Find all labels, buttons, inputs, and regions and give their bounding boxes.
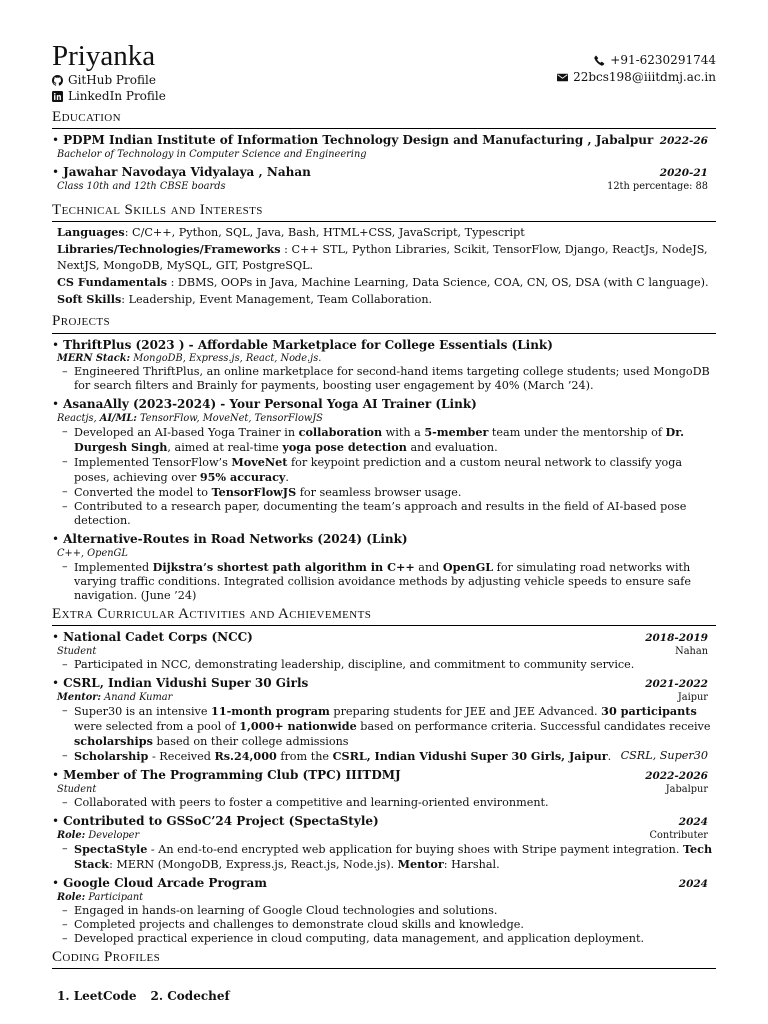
bullet-emphasis: Mentor: [397, 857, 444, 872]
bullet-marker: •: [52, 165, 60, 180]
phone-number[interactable]: +91-6230291744: [610, 53, 716, 67]
bullet-marker: •: [52, 814, 60, 829]
activity-title: Google Cloud Arcade Program: [63, 876, 267, 891]
projects-section: [52, 338, 716, 604]
section-title-skills: Technical Skills and Interests: [52, 201, 716, 222]
bullet-item: [62, 932, 716, 946]
bullet-text: for seamless browser usage.: [296, 486, 462, 500]
bullet-item: [62, 560, 716, 603]
bullet-item: [62, 796, 716, 810]
bullet-text: Participated in NCC, demonstrating leadership, discipline, and commitment to community service.: [74, 658, 635, 672]
envelope-icon: [557, 72, 568, 83]
activity-title-row: [52, 814, 716, 829]
activity-bullets: [52, 796, 716, 810]
school-name: Jawahar Navodaya Vidyalaya , Nahan: [63, 165, 311, 180]
activity-role: Anand Kumar: [101, 691, 173, 703]
bullet-emphasis: CSRL, Indian Vidushi Super 30 Girls, Jaipur: [332, 749, 608, 764]
activity-title-wrap: [52, 814, 379, 829]
activity-place: Jaipur: [677, 691, 708, 703]
coding-profile-link[interactable]: 1. LeetCode: [57, 989, 137, 1004]
bullet-item: [62, 918, 716, 932]
github-icon: [52, 75, 63, 86]
education-detail-row: [52, 149, 716, 162]
bullet-marker: •: [52, 397, 60, 412]
activity-role: Student: [57, 783, 97, 795]
bullet-item: [62, 365, 716, 393]
bullet-text: .: [607, 750, 612, 764]
skill-line: [57, 291, 716, 308]
bullet-text: - An end-to-end encrypted web application for buying shoes with Stripe payment integration.: [147, 843, 684, 857]
bullet-text: Completed projects and challenges to demonstrate cloud skills and knowledge.: [74, 918, 524, 932]
project-tech-label: AI/ML:: [99, 412, 137, 424]
activity-bullets: [52, 904, 716, 946]
skill-label: Languages: [57, 225, 125, 240]
email-contact[interactable]: [557, 69, 716, 86]
header-right: [557, 40, 716, 86]
project-tech-pre: Reactjs,: [57, 412, 100, 424]
bullet-text: from the: [276, 750, 333, 764]
bullet-text: for simulating road networks with varying traffic conditions. Integrated collision avoidance methods by adjusting vehicle speeds to ensure safe navigation. (June ’24): [74, 561, 691, 603]
project-title[interactable]: ThriftPlus (2023 ) - Affordable Marketplace for College Essentials (Link): [63, 337, 553, 352]
bullet-emphasis: 30 participants: [601, 704, 697, 719]
project-title[interactable]: Alternative-Routes in Road Networks (2024) (Link): [63, 532, 408, 547]
skill-text: : C++ STL, Python Libraries, Scikit, TensorFlow, Django, ReactJs, NodeJS, NextJS, MongoDB, MySQL, GIT, PostgreSQL.: [57, 243, 708, 273]
project-tech-row: [52, 353, 716, 366]
bullet-emphasis: yoga pose detection: [282, 440, 407, 455]
education-entry: [52, 133, 716, 148]
activity-role-row: [52, 646, 716, 659]
email-address[interactable]: 22bcs198@iiitdmj.ac.in: [573, 70, 716, 84]
bullet-item: [62, 704, 716, 749]
coding-profiles-list: [52, 989, 716, 1004]
bullet-emphasis: 11-month program: [211, 704, 330, 719]
bullet-text: with a: [382, 426, 425, 440]
skill-text: : DBMS, OOPs in Java, Machine Learning, Data Science, COA, CN, OS, DSA (with C language).: [167, 276, 709, 290]
bullet-text: Super30 is an intensive: [74, 705, 212, 719]
skill-line: [57, 224, 716, 241]
skill-text: : C/C++, Python, SQL, Java, Bash, HTML+CSS, JavaScript, Typescript: [124, 226, 525, 240]
activity-role: Developer: [85, 829, 140, 841]
bullet-emphasis: SpectaStyle: [74, 842, 148, 857]
activity-bullets: [52, 704, 716, 764]
candidate-name: Priyanka: [52, 40, 156, 72]
skills-section: [52, 224, 716, 308]
activity-date: 2022-2026: [645, 770, 708, 783]
project-title-row[interactable]: [52, 397, 716, 412]
resume-header: [52, 40, 716, 104]
bullet-text: Collaborated with peers to foster a competitive and learning-oriented environment.: [74, 796, 549, 810]
activity-title-row: [52, 768, 716, 783]
project-bullets: [52, 425, 716, 528]
school-name-wrap: [52, 133, 653, 148]
activity-title-row: [52, 676, 716, 691]
activity-role-row: [52, 830, 716, 843]
bullet-text: based on their college admissions: [152, 735, 349, 749]
activity-role-wrap: [57, 646, 96, 659]
bullet-text: Engineered ThriftPlus, an online marketplace for second-hand items targeting college students; used MongoDB for search filters and Brainly for payments, boosting user engagement by 40% (March ’24).: [74, 365, 710, 393]
phone-icon: [594, 55, 605, 66]
bullet-item: [62, 455, 716, 485]
activity-title-row: [52, 630, 716, 645]
activity-role-label: Mentor:: [57, 691, 102, 703]
extracurricular-section: [52, 630, 716, 946]
bullet-emphasis: Dijkstra’s shortest path algorithm in C++: [152, 560, 415, 575]
activity-role: Student: [57, 645, 97, 657]
bullet-text: for keypoint prediction and a custom neural network to classify yoga poses, achieving over: [74, 456, 683, 485]
bullet-marker: •: [52, 768, 60, 783]
bullet-text: were selected from a pool of: [74, 720, 240, 734]
activity-role-wrap: [57, 830, 139, 843]
activity-title-wrap: [52, 630, 253, 645]
section-title-coding-profiles: Coding Profiles: [52, 948, 716, 969]
activity-role-row: [52, 892, 716, 905]
education-date: 2020-21: [659, 167, 708, 180]
bullet-marker: •: [52, 337, 60, 352]
activity-role: Participant: [85, 891, 144, 903]
skill-label: Libraries/Technologies/Frameworks: [57, 242, 281, 257]
bullet-item: [62, 425, 716, 455]
bullet-text: Converted the model to: [74, 486, 212, 500]
bullet-text: and: [414, 561, 443, 575]
bullet-marker: •: [52, 876, 60, 891]
project-title-row[interactable]: [52, 338, 716, 353]
bullet-item: [62, 904, 716, 918]
activity-title-wrap: [52, 876, 267, 891]
activity-bullets: [52, 842, 716, 872]
bullet-marker: •: [52, 532, 60, 547]
activity-title-row: [52, 876, 716, 891]
skill-text: : Leadership, Event Management, Team Collaboration.: [121, 293, 433, 307]
activity-title-wrap: [52, 768, 401, 783]
activity-title: Contributed to GSSoC’24 Project (SpectaStyle): [63, 814, 379, 829]
linkedin-link[interactable]: [52, 88, 166, 104]
bullet-text: preparing students for JEE and JEE Advanced.: [329, 705, 602, 719]
bullet-text: team under the mentorship of: [488, 426, 666, 440]
bullet-text: Developed practical experience in cloud computing, data management, and application deployment.: [74, 932, 645, 946]
project-title-row[interactable]: [52, 532, 716, 547]
activity-role-row: [52, 784, 716, 797]
section-title-projects: Projects: [52, 312, 716, 333]
bullet-emphasis: Rs.24,000: [214, 749, 277, 764]
activity-date: 2024: [678, 816, 708, 829]
activity-title: National Cadet Corps (NCC): [63, 630, 253, 645]
education-detail-row: [52, 181, 716, 194]
activity-date: 2018-2019: [645, 632, 708, 645]
activity-role-wrap: [57, 692, 172, 705]
project-title[interactable]: AsanaAlly (2023-2024) - Your Personal Yoga AI Trainer (Link): [63, 397, 477, 412]
section-title-education: Education: [52, 108, 716, 129]
bullet-item: [62, 658, 716, 672]
activity-role-row: [52, 692, 716, 705]
bullet-text: Developed an AI-based Yoga Trainer in: [74, 426, 299, 440]
bullet-text: Engaged in hands-on learning of Google Cloud technologies and solutions.: [74, 904, 498, 918]
activity-title-wrap: [52, 676, 308, 691]
project-tech-row: [52, 548, 716, 561]
github-link[interactable]: [52, 72, 166, 88]
bullet-emphasis: 5-member: [424, 425, 489, 440]
education-date: 2022-26: [659, 135, 708, 148]
bullet-text: based on performance criteria. Successful candidates receive: [356, 720, 711, 734]
activity-place: Jabalpur: [665, 783, 708, 795]
phone-contact[interactable]: [557, 52, 716, 69]
bullet-emphasis: Tech Stack: [74, 842, 713, 872]
bullet-text: Implemented TensorFlow’s: [74, 456, 232, 470]
project-bullets: [52, 365, 716, 393]
github-link-label[interactable]: GitHub Profile: [68, 73, 156, 87]
header-left: [52, 40, 166, 104]
bullet-text: : Harshal.: [443, 858, 500, 872]
bullet-emphasis: MoveNet: [231, 455, 288, 470]
skill-label: Soft Skills: [57, 292, 122, 307]
bullet-emphasis: collaboration: [298, 425, 383, 440]
activity-bullets: [52, 658, 716, 672]
education-score: 12th percentage: 88: [607, 180, 708, 192]
skill-line: [57, 241, 716, 274]
bullet-emphasis: Dr. Durgesh Singh: [74, 425, 685, 455]
bullet-text: - Received: [148, 750, 215, 764]
degree-detail: Class 10th and 12th CBSE boards: [57, 180, 226, 192]
skill-label: CS Fundamentals: [57, 275, 168, 290]
bullet-emphasis: Scholarship: [74, 749, 149, 764]
bullet-emphasis: OpenGL: [442, 560, 494, 575]
bullet-emphasis: TensorFlowJS: [211, 485, 297, 500]
project-tech-row: [52, 413, 716, 426]
project-tech: TensorFlow, MoveNet, TensorFlowJS: [136, 412, 323, 424]
bullet-text: .: [285, 471, 289, 485]
bullet-emphasis: scholarships: [74, 734, 153, 749]
education-section: [52, 133, 716, 193]
bullet-text: and evaluation.: [406, 441, 498, 455]
bullet-item: [62, 485, 716, 500]
bullet-emphasis: 95% accuracy: [199, 470, 286, 485]
bullet-item: [62, 749, 716, 764]
school-name: PDPM Indian Institute of Information Technology Design and Manufacturing , Jabalpur: [63, 133, 654, 148]
school-name-wrap: [52, 165, 311, 180]
bullet-text: , aimed at real-time: [167, 441, 283, 455]
project-tech-label: MERN Stack:: [57, 352, 131, 364]
bullet-marker: •: [52, 676, 60, 691]
activity-place: Nahan: [675, 645, 708, 657]
project-bullets: [52, 560, 716, 603]
bullet-item: [62, 842, 716, 872]
activity-title: Member of The Programming Club (TPC) IIITDMJ: [63, 768, 401, 783]
bullet-text: Implemented: [74, 561, 153, 575]
bullet-content: [74, 749, 611, 764]
section-title-extracurricular: Extra Curricular Activities and Achievements: [52, 605, 716, 626]
degree-detail: Bachelor of Technology in Computer Science and Engineering: [57, 148, 367, 160]
activity-title: CSRL, Indian Vidushi Super 30 Girls: [63, 676, 309, 691]
linkedin-link-label[interactable]: LinkedIn Profile: [68, 89, 166, 103]
activity-role-wrap: [57, 892, 143, 905]
activity-extra-right: CSRL, Super30: [620, 749, 708, 763]
skill-line: [57, 274, 716, 291]
bullet-text: : MERN (MongoDB, Express.js, React.js, Node.js).: [109, 858, 398, 872]
project-tech-pre: C++, OpenGL: [57, 547, 128, 559]
bullet-marker: •: [52, 133, 60, 148]
project-tech: MongoDB, Express.js, React, Node.js.: [130, 352, 322, 364]
activity-date: 2024: [678, 878, 708, 891]
education-entry: [52, 165, 716, 180]
bullet-marker: •: [52, 630, 60, 645]
linkedin-icon: [52, 91, 63, 102]
activity-role-wrap: [57, 784, 96, 797]
activity-date: 2021-2022: [645, 678, 708, 691]
bullet-item: [62, 500, 716, 528]
activity-role-label: Role:: [57, 829, 86, 841]
activity-role-label: Role:: [57, 891, 86, 903]
bullet-emphasis: 1,000+ nationwide: [239, 719, 357, 734]
activity-place: Contributer: [649, 829, 708, 841]
coding-profile-link[interactable]: 2. Codechef: [150, 989, 230, 1004]
bullet-text: Contributed to a research paper, documenting the team’s approach and results in the field of AI-based pose detection.: [74, 500, 687, 528]
